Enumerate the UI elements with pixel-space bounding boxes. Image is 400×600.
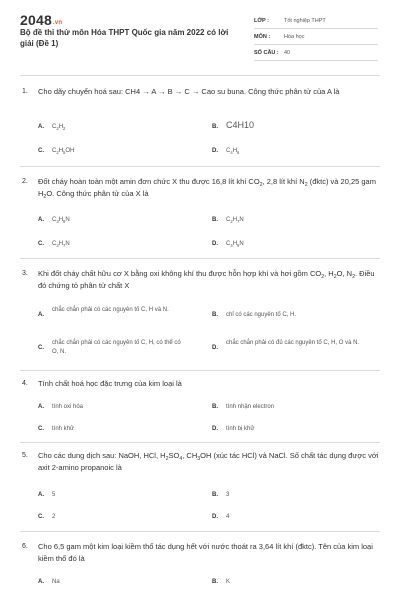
option-text: K bbox=[226, 579, 231, 585]
option-label: B. bbox=[212, 217, 218, 223]
option-label: C. bbox=[38, 241, 44, 247]
question-number: 6. bbox=[22, 543, 28, 550]
divider bbox=[20, 370, 380, 371]
question-number: 4. bbox=[22, 380, 28, 387]
question-number: 2. bbox=[22, 178, 28, 185]
option-text: 5 bbox=[52, 492, 56, 498]
exam-title: Bộ đề thi thử môn Hóa THPT Quốc gia năm 2022 có lời giải (Đề 1) bbox=[20, 28, 229, 48]
logo-main: 2048 bbox=[20, 12, 52, 28]
divider bbox=[20, 166, 380, 167]
meta-value: Hóa học bbox=[284, 33, 305, 40]
meta-key: MÔN : bbox=[254, 33, 271, 40]
option-text: 3 bbox=[226, 492, 230, 498]
option-label: B. bbox=[212, 579, 218, 585]
option-label: B. bbox=[212, 404, 218, 410]
option-label: D. bbox=[212, 148, 218, 154]
option-text: C4H10 bbox=[226, 120, 255, 130]
option-text: 4 bbox=[226, 514, 230, 520]
option-label: D. bbox=[212, 514, 218, 520]
option-text: $C_3H_9N$ bbox=[52, 217, 70, 224]
option-label: C. bbox=[38, 514, 44, 520]
meta-value: 40 bbox=[284, 49, 291, 56]
divider bbox=[20, 442, 380, 443]
question-number: 1. bbox=[22, 88, 28, 95]
option-text: chỉ có các nguyên tố C, H. bbox=[226, 312, 297, 318]
option-text: 2 bbox=[52, 514, 56, 520]
exam-meta bbox=[254, 13, 378, 61]
meta-key: SỐ CÂU : bbox=[254, 49, 279, 56]
site-logo[interactable] bbox=[20, 12, 62, 28]
meta-row-subject bbox=[254, 29, 378, 45]
question-number: 3. bbox=[22, 270, 28, 277]
question-text: Tính chất hoá học đặc trưng của kim loại là bbox=[38, 379, 182, 388]
meta-row-class bbox=[254, 13, 378, 29]
option-text: Na bbox=[52, 579, 60, 585]
option-label: B. bbox=[212, 124, 218, 130]
option-label: C. bbox=[38, 345, 44, 351]
option-label: D. bbox=[212, 426, 218, 432]
option-text: chắc chắn phải có các nguyên tố C, H, có thể có O, N. bbox=[52, 340, 181, 355]
option-text: tính bị khử bbox=[226, 426, 255, 432]
option-label: A. bbox=[38, 217, 44, 223]
meta-value: Tốt nghiệp THPT bbox=[284, 17, 326, 24]
option-text: $C_2H_7N$ bbox=[226, 217, 244, 224]
option-label: A. bbox=[38, 579, 44, 585]
question-text: Khi đốt cháy chất hữu cơ X bằng oxi không khí thu được hỗn hợp khí và hơi gồm $CO_2$, $H_2O$, $N_2$. Điều đó chứng tỏ phân tử chất X bbox=[38, 269, 375, 290]
exam-header bbox=[0, 0, 400, 75]
option-label: B. bbox=[212, 492, 218, 498]
option-text: tính nhận electron bbox=[226, 404, 275, 410]
divider bbox=[20, 258, 380, 259]
option-label: C. bbox=[38, 426, 44, 432]
option-text: $C_2H_2$ bbox=[52, 124, 66, 131]
question-text: Đốt cháy hoàn toàn một amin đơn chức X thu được 16,8 lít khí $CO_2$, 2,8 lít khí $N_2$ (đktc) và 20,25 gam $H_2O$. Công thức phân tử của X là bbox=[38, 177, 376, 200]
option-label: A. bbox=[38, 404, 44, 410]
meta-key: LỚP : bbox=[254, 17, 269, 24]
option-label: D. bbox=[212, 345, 218, 351]
question-text: Cho dãy chuyển hoá sau: CH4 → A → B → C → Cao su buna. Công thức phân tử của A là bbox=[38, 87, 340, 96]
option-text: chắc chắn phải có các nguyên tố C, H và N. bbox=[52, 307, 169, 313]
question-text: Cho 6,5 gam một kim loại kiềm thổ tác dụng hết với nước thoát ra 3,64 lít khí (đktc). Tên của kim loại kiềm thổ đó là bbox=[38, 542, 373, 563]
option-label: A. bbox=[38, 124, 44, 130]
option-text: tính oxi hóa bbox=[52, 404, 84, 410]
question-number: 5. bbox=[22, 452, 28, 459]
option-label: B. bbox=[212, 312, 218, 318]
divider bbox=[20, 531, 380, 532]
divider bbox=[20, 75, 380, 76]
option-text: chắc chắn phải có đủ các nguyên tố C, H, O và N. bbox=[226, 340, 360, 346]
meta-row-count bbox=[254, 45, 378, 61]
option-text: tính khử bbox=[52, 426, 75, 432]
option-text: $C_2H_5OH$ bbox=[52, 148, 75, 155]
logo-suffix: .vn bbox=[52, 20, 63, 26]
option-text: $C_3H_7N$ bbox=[52, 241, 70, 248]
question-text: Cho các dung dịch sau: NaOH, HCl, $H_2SO_4$, $CH_3OH$ (xúc tác HCl) và NaCl. Số chất tác dụng được với axit 2-amino propanoic là bbox=[38, 451, 379, 472]
option-label: C. bbox=[38, 148, 44, 154]
option-label: D. bbox=[212, 241, 218, 247]
option-label: A. bbox=[38, 492, 44, 498]
option-text: $C_4H_9N$ bbox=[226, 241, 244, 248]
option-text: $C_4H_6$ bbox=[226, 148, 240, 155]
option-label: A. bbox=[38, 312, 44, 318]
